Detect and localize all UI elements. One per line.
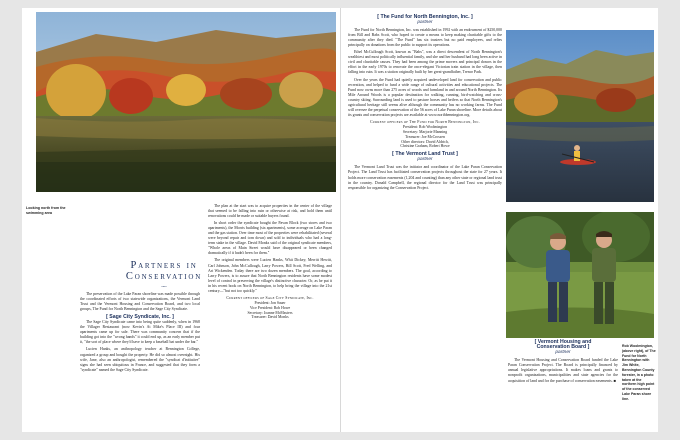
vlt-heading-text: The Vermont Land Trust (395, 151, 455, 158)
title-line-1: Partners in (130, 260, 198, 271)
vhcb-partner-label: partner (555, 350, 571, 356)
sage-officers (208, 296, 332, 321)
vhcb-heading-line-1: [ Vermont Housing and (534, 339, 592, 345)
vlt-partner-label: partner (417, 157, 433, 163)
fund-partner-label: partner (417, 20, 433, 26)
vhcb-section (508, 340, 618, 386)
fund-officers (348, 120, 502, 149)
fund-officer: Christine Graham, Robert Howe (400, 144, 450, 149)
fund-officers-title: Current officers of The Fund for North Bennington, Inc. (370, 119, 480, 124)
fund-heading: [ The Fund for North Bennington, Inc. ] (377, 14, 473, 20)
fund-officer: Other directors: David Aldrich, (401, 139, 449, 144)
kayaker-photo (506, 30, 654, 202)
sage-officer: Vice President: Rob Howe (249, 305, 291, 310)
sage-city-heading: [ Sage City Syndicate, Inc. ] (106, 314, 174, 321)
sage-officer: President: Jon Sauer (254, 300, 286, 305)
sage-paragraph-2: Lucien Hanks, an anthropology teacher at Bennington College, organized a group and bought the property. He did so almost overnight. His wife, Jane, also an anthropologist, remembered the "syndicat d'initiative" signs she had seen ubiquitous in France, and suggested that they form a "syndicate" named the Sage City Syndicate. (80, 347, 200, 372)
vhcb-paragraph-text: The Vermont Housing and Conservation Board funded the Lake Paran Conservation Project. The Board is principally financed by annual legislative appropriations. It makes loans and grants to nonprofit organizations, municipalities and state agencies for the acquisition of land and for the purchase of conservation easements. (508, 358, 618, 384)
fund-heading-text: The Fund for North Bennington, Inc. (380, 14, 470, 20)
middle-paragraph-1: The plan at the start was to acquire properties in the center of the village that seemed to be falling into ruin or otherwise at risk, and hold them until renovations could be made or suitable buyers found. (208, 204, 332, 219)
fund-officer: Treasurer: Joe McCrossen (405, 134, 445, 139)
vhcb-heading-text-2: Conservation Board (536, 344, 587, 351)
vhcb-heading-text-1: Vermont Housing and (537, 339, 592, 345)
right-page (340, 8, 658, 432)
lake-autumn-photo (36, 12, 336, 192)
fund-officer: President: Rob Woolmington (402, 124, 448, 129)
magazine-spread (22, 8, 658, 432)
sage-officer: Secretary: Joanne McMasters (247, 310, 293, 315)
vhcb-paragraph-1 (508, 358, 618, 384)
sage-officer: Treasurer: David Monks (251, 315, 289, 320)
vhcb-heading (508, 340, 618, 350)
title-ornament: ~•~ (161, 284, 167, 289)
right-column-1 (348, 12, 502, 193)
left-page (22, 8, 341, 432)
fund-paragraph-3: Over the years the Fund had quietly acquired undeveloped land for conservation and public recreation, and helped to fund a wide range of cultural activities and educational projects. The Fund now owns more than 275 acres of woods and farmland in and around North Bennington. Its Mile Around Woods is a popular destination for walking, running, bird-watching and cross-country skiing. Surrounding land is used to pasture horses and heifers so that North Bennington's agricultural heritage still seems alive although the community has no working farms. The Fund will oversee the perpetual conservation of the 56 acres of Lake Paran shoreline. More details about its grants and conservation projects are available at www.northbennington.org. (348, 77, 502, 117)
fund-officer: Secretary: Marjorie Manning (402, 129, 448, 134)
sage-paragraph-1: The Sage City Syndicate came into being quite suddenly, when in 1968 the Villager Restaurant (now Kevin's At Mike's Place III) and four apartments came up for sale. There was community concern that if the building got into the "wrong hands" it could end up, as an early member put it, "the sort of place where they'd have to keep a baseball bat under the bar." (80, 320, 200, 345)
sage-officers-title: Current officers of Sage City Syndicate, Inc. (226, 295, 314, 300)
left-column-1 (80, 292, 200, 375)
fund-paragraph-1: The Fund for North Bennington, Inc. was established in 1992 with an endowment of $250,000 from Bill and Babs Scott, who hoped to create a means to keep making charitable gifts to the community after they died. "The Fund" has six trustees but no paid employees, and relies principally on donations from the public to support its operations. (348, 28, 502, 48)
left-column-2 (208, 204, 332, 322)
vhcb-heading-line-2: Conservation Board ] (536, 344, 590, 351)
title-line-2: Conservation (125, 271, 203, 282)
intro-paragraph: The preservation of the Lake Paran shoreline was made possible through the coordinated efforts of two statewide organizations, the Vermont Land Trust and the Vermont Housing and Conservation Board, and two local groups, The Fund for North Bennington and the Sage City Syndicate. (80, 292, 200, 312)
portrait-caption: Rob Woolmington, (above right), of The Fund for North Bennington with Jim White, Bennington County forester, in a photo taken at the northern high point of the conserved Lake Paran shore line. (622, 344, 656, 401)
sage-city-heading-text: Sage City Syndicate, Inc. (109, 314, 171, 321)
vlt-heading: [ The Vermont Land Trust ] (392, 151, 458, 158)
fund-paragraph-2: Ethel McCullough Scott, known as "Babs", was a direct descendent of North Bennington's wealthiest and most politically influential family, and she and her husband had long been active in civil and charitable causes. They had been among the prime movers and principal donors in the effort in the early 1970s to renovate the once-elegant Victorian train station in the village, then falling into ruin. It was a station originally built by her great-grandfather, Trenor Park. (348, 50, 502, 75)
end-mark: ■ (613, 378, 616, 384)
vlt-paragraph-1: The Vermont Land Trust was the initiator and coordinator of the Lake Paran Conservation Project. The Land Trust has facilitated conservation projects throughout the state for 27 years. It holds more conservation easements (1,204 and counting) than any other state or regional land trust in the country. Donald Campbell, the regional director for the Land Trust was principally responsible for organizing the Conservation Project. (348, 165, 502, 190)
photo-caption: Looking north from the swimming area (26, 206, 66, 215)
middle-paragraph-3: The original members were Lucien Hanks, Whit Dickey, Merritt Hewitt, Carl Johnson, John McCullough, Larry Powers, Bill Scott, Fred Welling, and Art Wickenden. Today there are two dozen members. The goal, according to Larry Powers, is to assure that North Bennington residents have some modest level of control in preserving the village's distinctive character. Or, as he put it in his recent book on North Bennington, to help bring the village into the 21st century—"but not too quickly." (208, 258, 332, 293)
partners-portrait-photo (506, 212, 654, 338)
middle-paragraph-2: In short order the syndicate bought the Pavan Block (two stores and two apartments), the Morris building (six apartments), some acreage on Lake Paran and the gas station. Over time most of the properties were rehabilitated (several were beyond repair and torn down) and sold to individuals who had a long-term stake in the village. David Monks said of the original syndicate members, "Whole areas of Main Street would have disappeared or been changed dramatically if it hadn't been for them." (208, 221, 332, 256)
